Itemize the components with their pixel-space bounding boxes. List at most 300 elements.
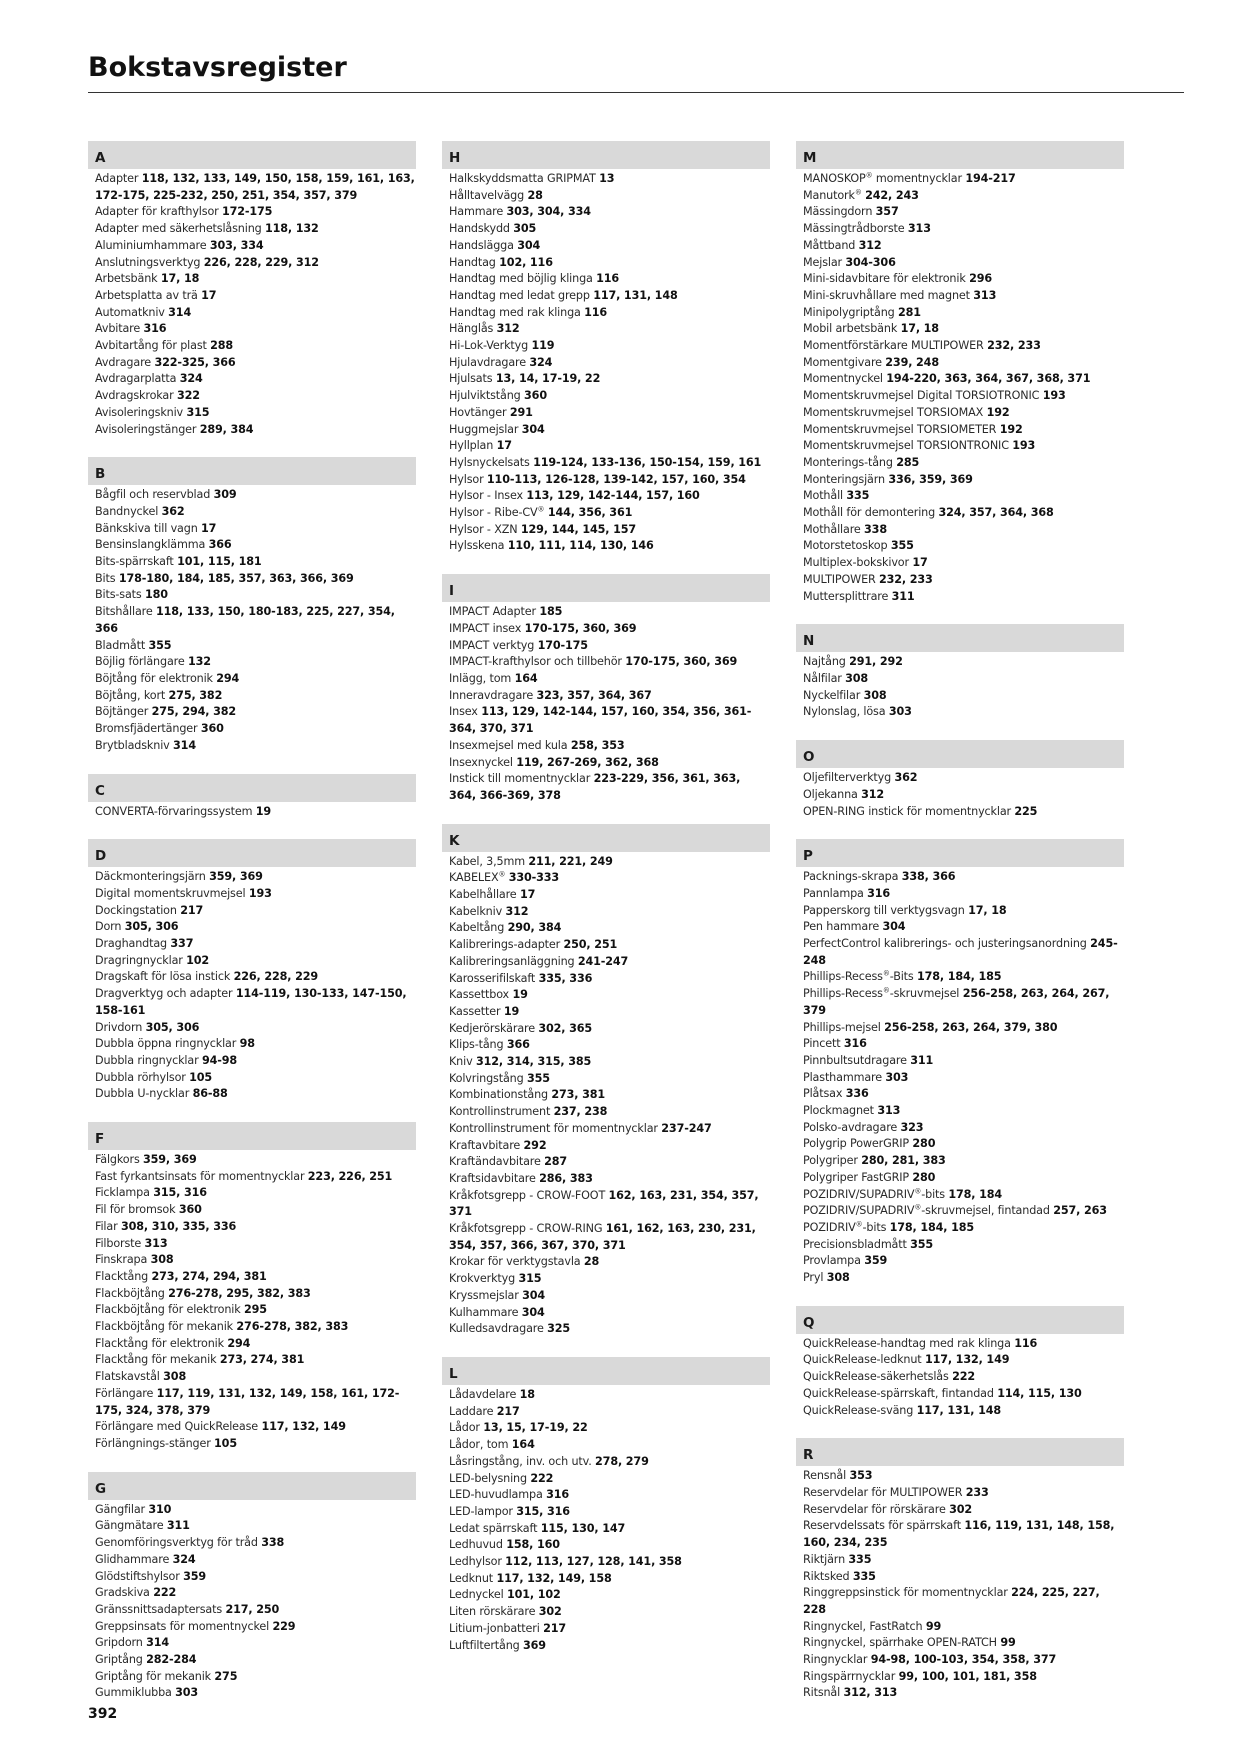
entry-term: Handskydd	[449, 222, 510, 236]
entry-page-refs: 275	[214, 1669, 238, 1683]
entry-page-refs: 314	[168, 305, 192, 319]
entry-term: Bits-spärrskaft	[95, 555, 174, 569]
index-entry	[449, 1004, 770, 1021]
entry-page-refs: 308, 310, 335, 336	[120, 1219, 237, 1233]
entry-term: Kalibrerings-adapter	[449, 938, 561, 952]
entry-page-refs: 258, 353	[570, 738, 625, 752]
entry-page-refs: 308	[150, 1253, 174, 1267]
index-entry-list	[88, 867, 416, 1103]
entry-term: IMPACT insex	[449, 621, 522, 635]
entry-term: Avdragarplatta	[95, 372, 177, 386]
index-section-m	[796, 141, 1124, 605]
index-entry	[803, 770, 1124, 787]
entry-term: Dubbla U-nycklar	[95, 1087, 190, 1101]
entry-page-refs: 355	[148, 638, 172, 652]
entry-term: Dubbla ringnycklar	[95, 1053, 199, 1067]
entry-page-refs: 193	[1012, 439, 1036, 453]
entry-page-refs: 336	[845, 1087, 869, 1101]
entry-term: Kraftavbitare	[449, 1138, 521, 1152]
entry-page-refs: 17	[519, 888, 536, 902]
index-entry	[95, 1236, 416, 1253]
index-entry	[95, 1286, 416, 1303]
entry-term: Flacktång	[95, 1269, 149, 1283]
entry-term: Ficklampa	[95, 1186, 150, 1200]
entry-page-refs: 116, 119, 131, 148, 158, 160, 234, 235	[803, 1519, 1115, 1550]
entry-term: Gränssnittsadaptersats	[95, 1602, 223, 1616]
entry-term: Digital momentskruvmejsel	[95, 886, 246, 900]
entry-term: Hyllplan	[449, 439, 494, 453]
entry-term: Kniv	[449, 1055, 473, 1069]
entry-term: Pannlampa	[803, 886, 864, 900]
index-entry	[449, 188, 770, 205]
entry-page-refs: 294	[227, 1336, 251, 1350]
section-letter-heading: D	[88, 839, 416, 867]
entry-term: Kontrollinstrument	[449, 1105, 551, 1119]
index-entry	[803, 1103, 1124, 1120]
index-entry	[449, 1071, 770, 1088]
entry-term: POZIDRIV/SUPADRIV	[803, 1187, 915, 1201]
entry-term: Ledhuvud	[449, 1538, 503, 1552]
index-entry	[95, 604, 416, 637]
entry-term: Bensinslangklämma	[95, 538, 206, 552]
index-entry	[95, 1518, 416, 1535]
entry-term: Lådor	[449, 1421, 480, 1435]
index-entry	[803, 1120, 1124, 1137]
index-column-3	[796, 141, 1124, 1721]
index-entry	[449, 438, 770, 455]
entry-term: Mobil arbetsbänk	[803, 322, 898, 336]
entry-term: Flackböjtång	[95, 1286, 165, 1300]
entry-term: Avdragskrokar	[95, 389, 174, 403]
index-entry	[95, 1635, 416, 1652]
entry-term: Mini-sidavbitare för elektronik	[803, 272, 966, 286]
entry-term: Kontrollinstrument för momentnycklar	[449, 1121, 658, 1135]
index-entry	[95, 1569, 416, 1586]
entry-page-refs: 312, 313	[843, 1686, 898, 1700]
entry-page-refs: 226, 228, 229, 312	[203, 255, 319, 269]
index-entry	[803, 1086, 1124, 1103]
index-entry	[449, 904, 770, 921]
index-entry	[95, 1269, 416, 1286]
index-entry	[803, 1336, 1124, 1353]
index-section-n	[796, 624, 1124, 721]
index-entry	[449, 538, 770, 555]
entry-term: Polygriper FastGRIP	[803, 1170, 909, 1184]
entry-term: Kulledsavdragare	[449, 1322, 544, 1336]
entry-term: Mothåll	[803, 489, 843, 503]
entry-term: Ledat spärrskaft	[449, 1521, 538, 1535]
index-entry	[803, 555, 1124, 572]
entry-page-refs: 353	[849, 1469, 873, 1483]
entry-term: Phillips-Recess	[803, 987, 883, 1001]
entry-page-refs: 237, 238	[553, 1105, 608, 1119]
entry-page-refs: 94-98	[201, 1053, 237, 1067]
index-entry	[95, 1185, 416, 1202]
index-entry	[803, 488, 1124, 505]
index-entry	[803, 238, 1124, 255]
entry-term: POZIDRIV/SUPADRIV	[803, 1204, 915, 1218]
index-entry	[803, 1619, 1124, 1636]
entry-page-refs: 313	[144, 1236, 168, 1250]
entry-term: Laddare	[449, 1404, 494, 1418]
index-entry	[449, 1504, 770, 1521]
index-section-k	[442, 824, 770, 1338]
entry-page-refs: 112, 113, 127, 128, 141, 358	[505, 1555, 682, 1569]
entry-term: QuickRelease-ledknut	[803, 1353, 922, 1367]
entry-page-refs: 13	[599, 172, 615, 185]
index-entry	[449, 371, 770, 388]
entry-page-refs: 178, 184, 185	[889, 1220, 975, 1234]
entry-page-refs: 170-175, 360, 369	[524, 621, 637, 635]
index-entry	[95, 171, 416, 204]
entry-term: Papperskorg till verktygsvagn	[803, 903, 965, 917]
entry-page-refs: 335	[846, 489, 870, 503]
entry-page-refs: 117, 132, 149	[261, 1420, 346, 1434]
entry-page-refs: 257, 263	[1053, 1204, 1107, 1218]
entry-term: Dubbla rörhylsor	[95, 1070, 186, 1084]
entry-page-refs: 172-175	[222, 205, 273, 219]
entry-term: Draghandtag	[95, 937, 168, 951]
index-entry	[803, 936, 1124, 969]
entry-term: Bromsfjädertänger	[95, 722, 198, 736]
entry-page-refs: 250, 251	[563, 938, 618, 952]
entry-page-refs: 303	[885, 1070, 909, 1084]
entry-term: Glödstiftshylsor	[95, 1569, 180, 1583]
index-entry	[95, 1070, 416, 1087]
entry-page-refs: 164	[514, 671, 538, 685]
index-entry	[803, 1053, 1124, 1070]
index-entry	[449, 1104, 770, 1121]
index-entry	[803, 1270, 1124, 1287]
index-entry	[803, 671, 1124, 688]
entry-page-refs: 337	[170, 937, 194, 951]
entry-term: Riktsked	[803, 1569, 850, 1583]
entry-page-refs: 355	[910, 1237, 934, 1251]
entry-page-refs: 223, 226, 251	[307, 1169, 393, 1183]
entry-page-refs: 99	[925, 1619, 942, 1633]
index-entry	[449, 1454, 770, 1471]
entry-term: Klips-tång	[449, 1038, 504, 1052]
entry-page-refs: 110-113, 126-128, 139-142, 157, 160, 354	[486, 472, 746, 486]
entry-page-refs: 304	[521, 1305, 545, 1319]
section-letter-heading: P	[796, 839, 1124, 867]
entry-term: Polygrip PowerGRIP	[803, 1137, 910, 1151]
index-entry	[449, 1604, 770, 1621]
entry-term: Avbitartång för plast	[95, 339, 207, 353]
registered-mark: ®	[882, 986, 890, 995]
entry-page-refs: 17, 18	[900, 322, 939, 336]
entry-term: Handtag	[449, 255, 496, 269]
entry-term: QuickRelease-sväng	[803, 1403, 914, 1417]
entry-page-refs: 316	[143, 322, 167, 336]
index-entry	[95, 969, 416, 986]
index-entry	[803, 438, 1124, 455]
entry-page-refs: 335	[848, 1552, 872, 1566]
index-entry	[449, 1537, 770, 1554]
index-entry	[95, 1086, 416, 1103]
index-entry	[803, 1220, 1124, 1237]
entry-page-refs: 311	[166, 1519, 190, 1533]
entry-page-refs: 162, 163, 231, 354, 357, 371	[449, 1188, 759, 1219]
entry-term: Mässingtrådborste	[803, 222, 905, 236]
index-section-o	[796, 740, 1124, 820]
entry-term: Ringspärrnycklar	[803, 1669, 896, 1683]
entry-term: Momentskruvmejsel Digital TORSIOTRONIC	[803, 389, 1040, 403]
entry-term: POZIDRIV	[803, 1220, 856, 1234]
entry-page-refs: 217	[543, 1621, 566, 1635]
entry-page-refs: 178, 184	[948, 1187, 1003, 1201]
index-entry	[449, 920, 770, 937]
entry-term: Pen hammare	[803, 920, 880, 934]
entry-term: Nyckelfilar	[803, 688, 861, 702]
index-entry	[95, 1152, 416, 1169]
index-entry	[95, 1552, 416, 1569]
entry-page-refs: 316	[843, 1037, 867, 1051]
index-entry	[449, 1154, 770, 1171]
index-entry	[803, 1386, 1124, 1403]
entry-page-refs: 323	[900, 1120, 924, 1134]
index-entry-list	[796, 1334, 1124, 1420]
entry-term: Pryl	[803, 1271, 824, 1285]
index-entry	[449, 338, 770, 355]
page-title: Bokstavsregister	[88, 52, 347, 83]
entry-term: Flackböjtång för mekanik	[95, 1320, 234, 1334]
index-entry	[803, 1187, 1124, 1204]
entry-term: Flatskavstål	[95, 1370, 160, 1384]
index-entry	[803, 654, 1124, 671]
index-entry	[95, 886, 416, 903]
entry-page-refs: 164	[511, 1438, 535, 1452]
index-entry	[449, 405, 770, 422]
index-entry	[803, 869, 1124, 886]
index-entry	[803, 188, 1124, 205]
entry-page-refs: 296	[969, 272, 992, 286]
entry-page-refs: 314	[173, 738, 196, 752]
section-letter-heading: F	[88, 1122, 416, 1150]
index-entry	[449, 604, 770, 621]
entry-term: Bits-sats	[95, 588, 142, 602]
entry-term: Nylonslag, lösa	[803, 705, 886, 719]
entry-page-refs: 316	[867, 886, 891, 900]
entry-term: Muttersplittrare	[803, 589, 889, 603]
index-entry	[449, 1554, 770, 1571]
entry-term: Kedjerörskärare	[449, 1021, 535, 1035]
entry-page-refs: 275, 382	[168, 688, 223, 702]
entry-page-refs: 325	[547, 1322, 571, 1336]
index-entry	[803, 271, 1124, 288]
entry-page-refs: 313	[877, 1104, 901, 1118]
section-letter-heading: L	[442, 1357, 770, 1385]
entry-term: Hi-Lok-Verktyg	[449, 339, 529, 353]
section-letter-heading: H	[442, 141, 770, 169]
entry-term: Förlängare med QuickRelease	[95, 1420, 259, 1434]
index-entry	[95, 1585, 416, 1602]
entry-page-refs: 309	[213, 488, 237, 502]
entry-term: Hjulviktstång	[449, 389, 521, 403]
index-entry	[803, 1020, 1124, 1037]
entry-term: Handtag med rak klinga	[449, 305, 581, 319]
registered-mark: ®	[865, 171, 873, 180]
entry-term: Kabelhållare	[449, 888, 517, 902]
section-letter-heading: K	[442, 824, 770, 852]
entry-term: Riktjärn	[803, 1552, 846, 1566]
index-entry	[803, 455, 1124, 472]
index-entry	[449, 1621, 770, 1638]
entry-term: Mässingdorn	[803, 205, 873, 219]
entry-term: Gradskiva	[95, 1586, 150, 1600]
entry-term: Polsko-avdragare	[803, 1120, 898, 1134]
index-entry	[449, 887, 770, 904]
entry-term: Förlängnings-stänger	[95, 1437, 211, 1450]
entry-page-refs: 170-175	[537, 638, 588, 652]
index-section-r	[796, 1438, 1124, 1702]
index-entry-list	[442, 602, 770, 804]
entry-term: Nålfilar	[803, 671, 842, 685]
entry-page-refs: 222	[952, 1370, 975, 1384]
entry-page-refs: 19	[503, 1004, 520, 1018]
entry-term: Flacktång för mekanik	[95, 1353, 217, 1367]
entry-page-refs: 324, 357, 364, 368	[938, 506, 1054, 520]
index-entry-list	[796, 652, 1124, 721]
entry-term: Krokar för verktygstavla	[449, 1255, 581, 1269]
entry-page-refs: 312	[496, 322, 520, 336]
index-entry	[95, 422, 416, 439]
entry-term: Griptång	[95, 1653, 143, 1667]
index-entry	[95, 1619, 416, 1636]
entry-page-refs: 313	[973, 288, 997, 302]
index-entry	[449, 271, 770, 288]
index-entry	[449, 1188, 770, 1221]
title-divider	[88, 92, 1184, 93]
entry-term: Kassetter	[449, 1004, 501, 1018]
entry-term: Bits	[95, 571, 116, 585]
index-entry-list	[796, 1466, 1124, 1702]
index-entry	[95, 1685, 416, 1702]
index-entry	[449, 1288, 770, 1305]
section-letter-heading: I	[442, 574, 770, 602]
entry-term: Luftfiltertång	[449, 1638, 520, 1652]
index-entry	[449, 638, 770, 655]
index-entry-list	[796, 867, 1124, 1287]
entry-page-refs: 285	[896, 455, 920, 469]
index-entry	[449, 305, 770, 322]
entry-term: Arbetsbänk	[95, 272, 158, 286]
entry-term: Filborste	[95, 1236, 142, 1250]
entry-page-refs: 311	[891, 589, 915, 603]
entry-page-refs: 13, 14, 17-19, 22	[495, 372, 601, 386]
index-entry	[95, 238, 416, 255]
entry-term: Manutork	[803, 188, 855, 202]
entry-page-refs: 118, 133, 150, 180-183, 225, 227, 354, 366	[95, 605, 395, 635]
entry-page-refs: 315	[186, 405, 210, 419]
entry-page-refs: 308	[826, 1271, 850, 1285]
index-entry	[803, 986, 1124, 1019]
entry-page-refs: 308	[845, 671, 869, 685]
entry-term: Kraftändavbitare	[449, 1155, 541, 1169]
entry-page-refs: 117, 132, 149	[924, 1353, 1010, 1367]
index-entry	[95, 1652, 416, 1669]
entry-term: Lådavdelare	[449, 1388, 517, 1401]
entry-term: Dragverktyg och adapter	[95, 987, 233, 1001]
entry-page-refs: 17, 18	[968, 903, 1007, 917]
index-entry	[803, 1485, 1124, 1502]
entry-page-refs: 304	[517, 238, 541, 252]
index-entry	[449, 355, 770, 372]
index-entry	[803, 688, 1124, 705]
page-number: 392	[88, 1706, 118, 1722]
index-entry	[95, 869, 416, 886]
index-entry	[449, 522, 770, 539]
index-entry	[803, 804, 1124, 821]
index-entry	[95, 587, 416, 604]
entry-page-refs: 217	[180, 903, 204, 917]
entry-page-refs: 225	[1014, 804, 1038, 818]
index-entry	[95, 255, 416, 272]
entry-term: Kabelkniv	[449, 904, 503, 918]
index-section-q	[796, 1306, 1124, 1420]
index-entry	[803, 903, 1124, 920]
index-entry-list	[796, 768, 1124, 820]
index-entry	[449, 954, 770, 971]
entry-term: Momentskruvmejsel TORSIONTRONIC	[803, 439, 1009, 453]
index-entry	[95, 1419, 416, 1436]
entry-term: MULTIPOWER	[803, 572, 876, 586]
entry-page-refs: 323, 357, 364, 367	[536, 688, 652, 702]
index-entry-list	[796, 169, 1124, 605]
entry-term: Kolvringstång	[449, 1071, 524, 1085]
entry-page-refs: 178-180, 184, 185, 357, 363, 366, 369	[118, 571, 354, 585]
entry-term: KABELEX	[449, 871, 499, 885]
entry-term: Arbetsplatta av trä	[95, 288, 198, 302]
entry-page-refs: 280	[912, 1170, 936, 1184]
entry-page-refs: 129, 144, 145, 157	[520, 522, 637, 536]
entry-term: Dragringnycklar	[95, 953, 183, 967]
entry-page-refs: 256-258, 263, 264, 267, 379	[803, 987, 1110, 1017]
entry-term: Kråkfotsgrepp - CROW-RING	[449, 1222, 603, 1236]
entry-page-refs: 316	[546, 1488, 569, 1502]
entry-term: Kombinationstång	[449, 1088, 548, 1102]
entry-term: QuickRelease-spärrskaft, fintandad	[803, 1386, 994, 1400]
entry-page-refs: 355	[890, 539, 914, 553]
index-entry	[803, 886, 1124, 903]
index-entry	[95, 288, 416, 305]
entry-term-suffix: -skruvmejsel	[889, 987, 960, 1001]
entry-page-refs: 161, 162, 163, 230, 231, 354, 357, 366, 367, 370, 371	[449, 1222, 756, 1252]
entry-term: Greppsinsats för momentnyckel	[95, 1619, 270, 1633]
index-entry	[449, 1521, 770, 1538]
entry-term: Hylsor - Insex	[449, 489, 523, 503]
index-entry	[449, 1437, 770, 1454]
entry-page-refs: 232, 233	[987, 339, 1041, 353]
index-entry	[449, 204, 770, 221]
entry-page-refs: 110, 111, 114, 130, 146	[507, 539, 654, 553]
index-entry	[803, 505, 1124, 522]
index-entry	[95, 688, 416, 705]
entry-term: Reservdelar för MULTIPOWER	[803, 1486, 963, 1499]
index-entry	[449, 854, 770, 871]
index-section-f	[88, 1122, 416, 1453]
index-entry	[803, 1352, 1124, 1369]
entry-term: Anslutningsverktyg	[95, 255, 201, 269]
entry-term: Adapter	[95, 172, 139, 185]
entry-page-refs: 303, 334	[209, 238, 264, 252]
entry-page-refs: 17	[912, 556, 928, 570]
index-entry	[95, 371, 416, 388]
entry-page-refs: 315, 316	[153, 1186, 207, 1200]
entry-page-refs: 117, 131, 148	[916, 1403, 1001, 1417]
index-section-h	[442, 141, 770, 555]
entry-page-refs: 102	[186, 953, 210, 967]
